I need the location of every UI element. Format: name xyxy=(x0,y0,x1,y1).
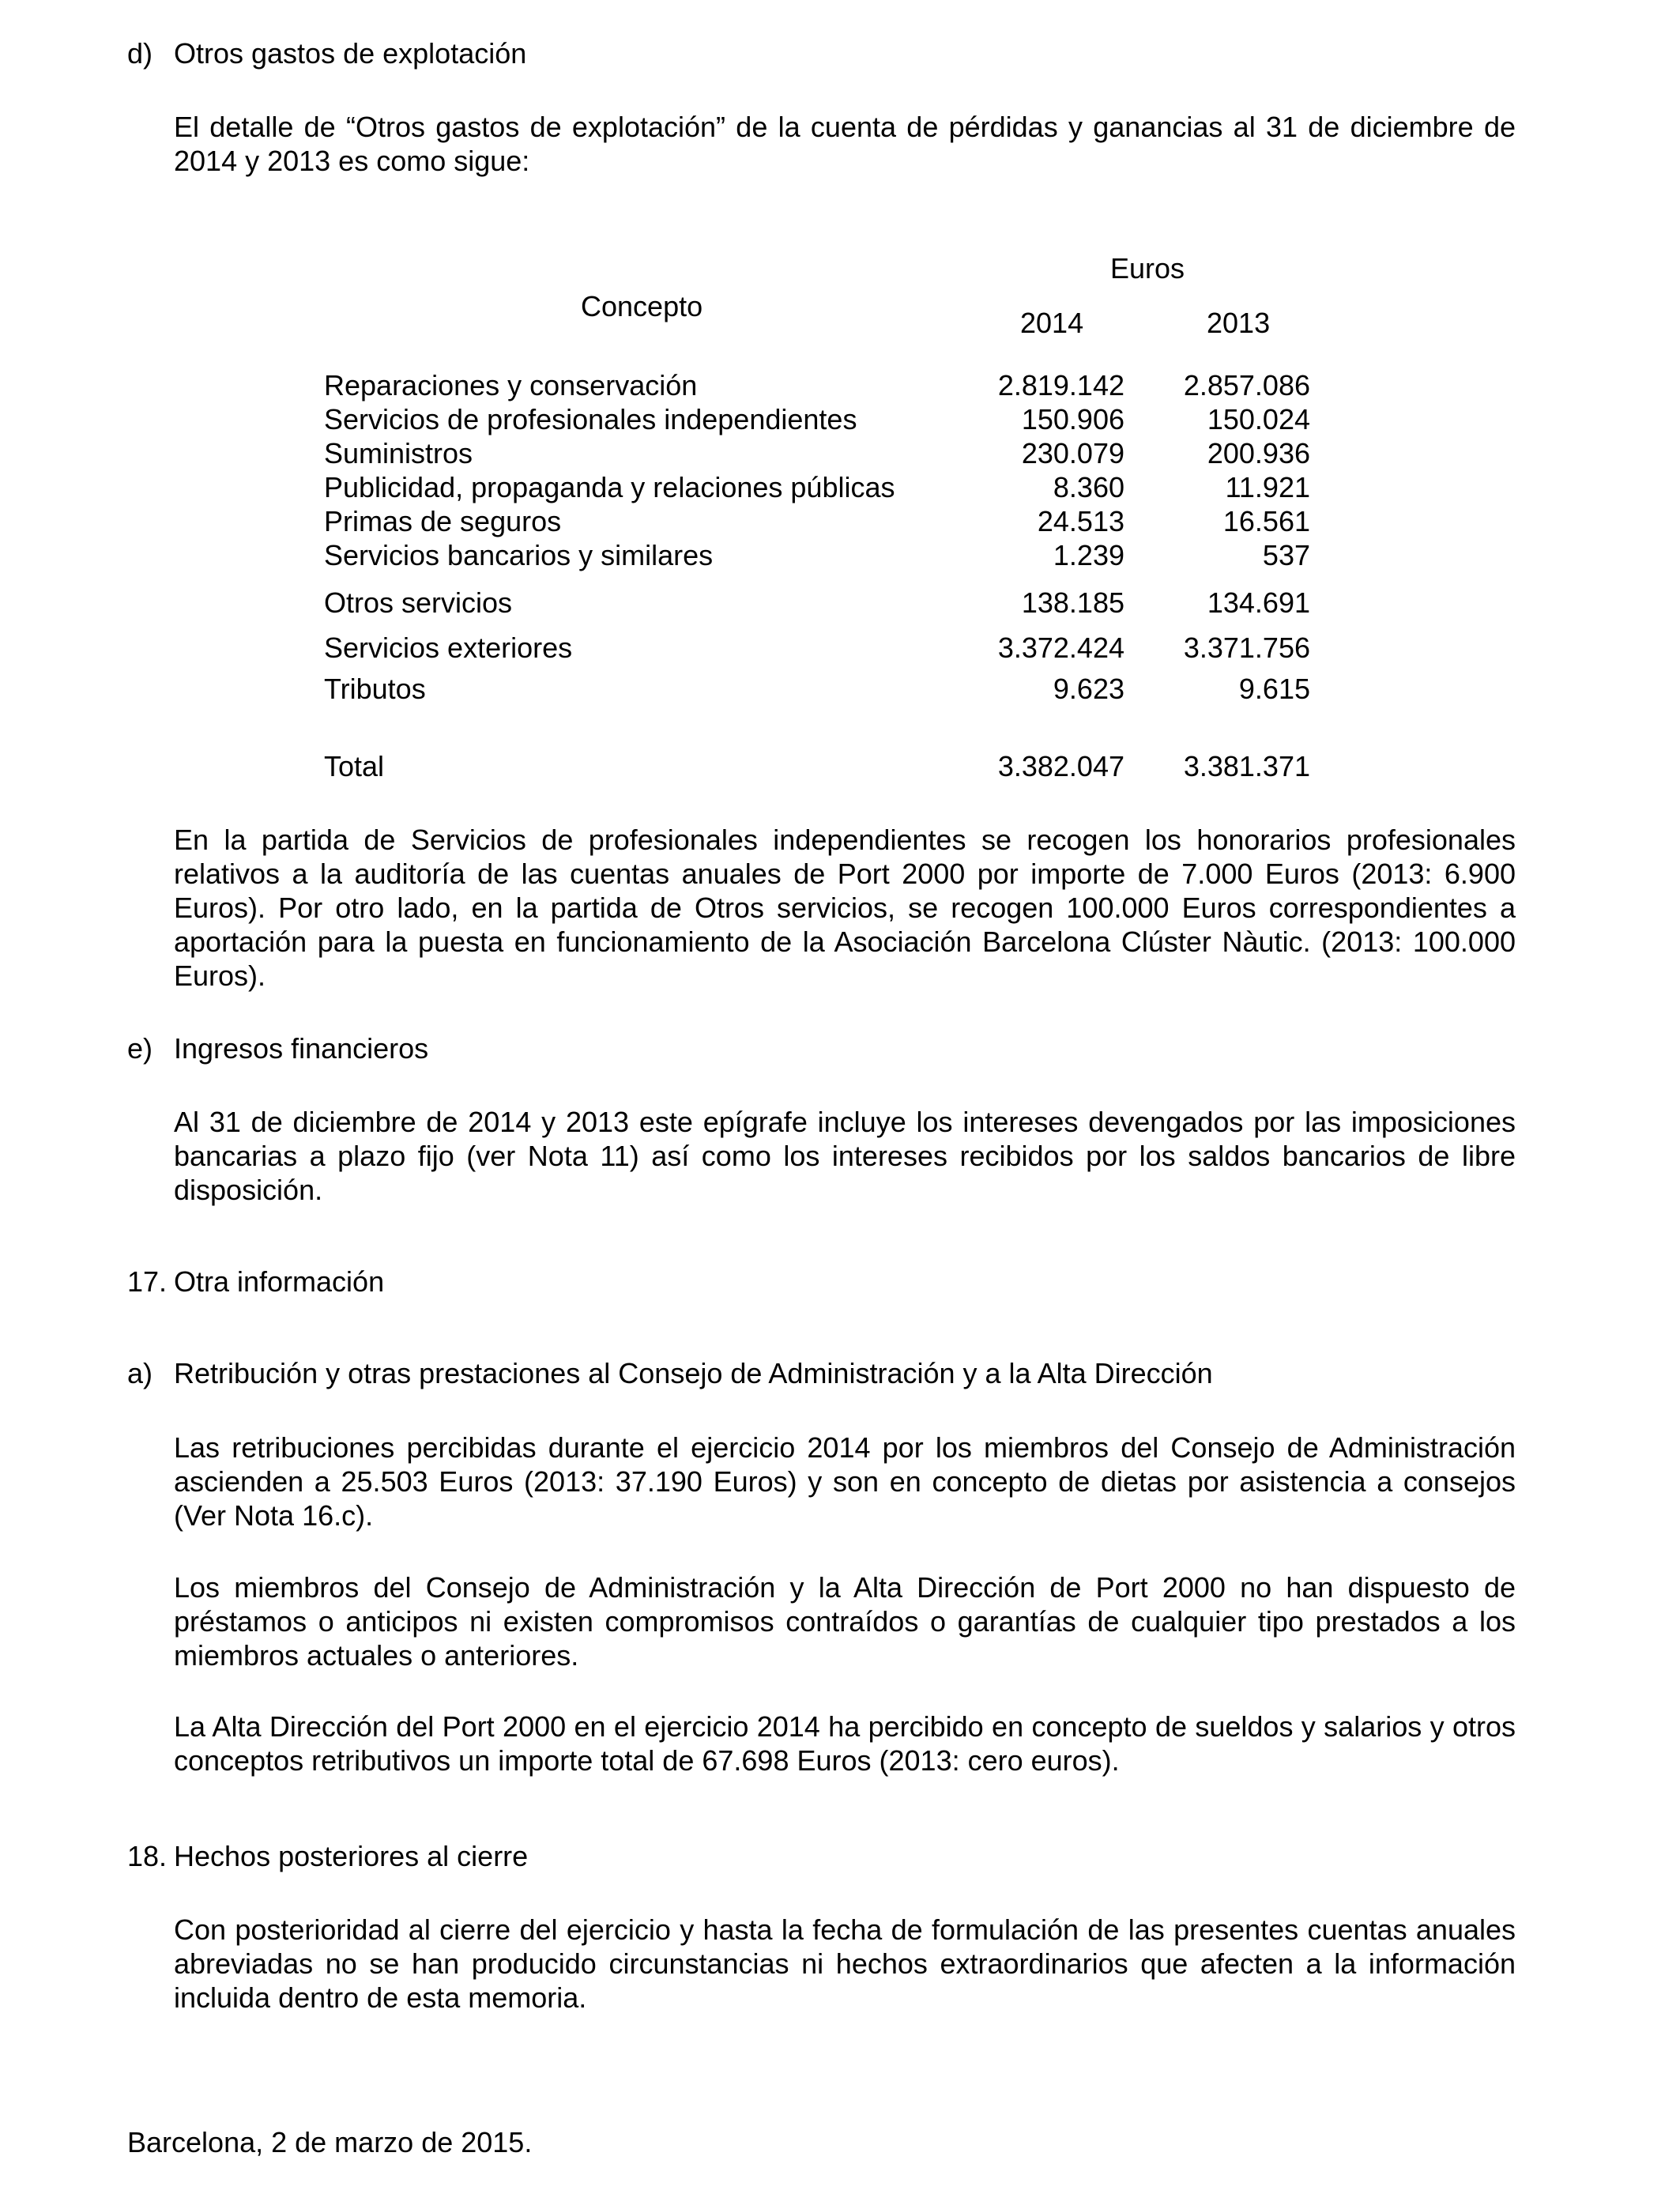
section-17-title: Otra información xyxy=(174,1265,385,1298)
table-cell-2014: 138.185 xyxy=(1021,586,1124,619)
section-a-paragraph-3: La Alta Dirección del Port 2000 en el ejercicio 2014 ha percibido en concepto de sueldos y salarios y otros conceptos retributivos un importe total de 67.698 Euros (2013: cero euros). xyxy=(174,1710,1516,1777)
table-row-label: Servicios bancarios y similares xyxy=(324,539,714,571)
table-cell-2013: 2.857.086 xyxy=(1183,369,1310,401)
section-e-paragraph: Al 31 de diciembre de 2014 y 2013 este epígrafe incluye los intereses devengados por las imposiciones bancarias a plazo fijo (ver Nota 11) así como los intereses recibidos por los saldos bancarios de libre disposición. xyxy=(174,1106,1516,1206)
table-cell-2013: 134.691 xyxy=(1207,586,1310,619)
section-a-paragraph-2: Los miembros del Consejo de Administración y la Alta Dirección de Port 2000 no han dispuesto de préstamos o anticipos ni existen compromisos contraídos o garantías de cualquier tipo prestados a los miembros actuales o anteriores. xyxy=(174,1571,1516,1672)
table-cell-2014: 9.623 xyxy=(1053,673,1124,705)
place-and-date: Barcelona, 2 de marzo de 2015. xyxy=(127,2126,533,2158)
table-row-label: Primas de seguros xyxy=(324,505,562,537)
section-e-marker: e) xyxy=(127,1032,153,1065)
table-header-year-2013: 2013 xyxy=(1207,307,1271,339)
table-cell-2013: 200.936 xyxy=(1207,437,1310,469)
section-d-marker: d) xyxy=(127,37,153,70)
section-17-number: 17. xyxy=(127,1265,168,1298)
section-18-title: Hechos posteriores al cierre xyxy=(174,1840,529,1872)
table-cell-2014: 2.819.142 xyxy=(997,369,1124,401)
table-row-label: Servicios exteriores xyxy=(324,631,573,664)
section-a-title: Retribución y otras prestaciones al Consejo de Administración y a la Alta Dirección xyxy=(174,1357,1213,1389)
table-total-2014: 3.382.047 xyxy=(997,750,1124,782)
table-total-2013: 3.381.371 xyxy=(1183,750,1310,782)
section-d-notes-paragraph: En la partida de Servicios de profesionales independientes se recogen los honorarios profesionales relativos a la auditoría de las cuentas anuales de Port 2000 por importe de 7.000 Euros (2013: 6.900 Euros). Por otro lado, en la partida de Otros servicios, se recogen 100.000 Euros correspondientes a aportación para la puesta en funcionamiento de la Asociación Barcelona Clúster Nàutic. (2013: 100.000 Euros). xyxy=(174,824,1516,992)
table-cell-2013: 11.921 xyxy=(1225,471,1310,503)
table-row-label: Servicios de profesionales independientes xyxy=(324,403,857,435)
table-header-currency: Euros xyxy=(1110,252,1185,285)
section-d-title: Otros gastos de explotación xyxy=(174,37,527,70)
table-cell-2014: 3.372.424 xyxy=(997,631,1124,664)
table-row-label: Publicidad, propaganda y relaciones públicas xyxy=(324,471,895,503)
table-row-label: Otros servicios xyxy=(324,586,513,619)
table-header-concept: Concepto xyxy=(581,290,703,322)
section-e-title: Ingresos financieros xyxy=(174,1032,429,1065)
table-cell-2013: 537 xyxy=(1262,539,1310,571)
section-18-number: 18. xyxy=(127,1840,168,1872)
table-cell-2014: 24.513 xyxy=(1037,505,1124,537)
table-cell-2013: 3.371.756 xyxy=(1183,631,1310,664)
section-18-paragraph: Con posterioridad al cierre del ejercicio y hasta la fecha de formulación de las presentes cuentas anuales abreviadas no se han producido circunstancias ni hechos extraordinarios que afecten a la información incluida dentro de esta memoria. xyxy=(174,1913,1516,2014)
table-header-year-2014: 2014 xyxy=(1020,307,1084,339)
table-row-label: Tributos xyxy=(324,673,426,705)
table-cell-2013: 9.615 xyxy=(1238,673,1310,705)
table-cell-2014: 230.079 xyxy=(1021,437,1124,469)
section-d-intro-paragraph: El detalle de “Otros gastos de explotación” de la cuenta de pérdidas y ganancias al 31 de diciembre de 2014 y 2013 es como sigue: xyxy=(174,111,1516,177)
table-row-label: Suministros xyxy=(324,437,473,469)
table-total-label: Total xyxy=(324,750,385,782)
table-cell-2014: 8.360 xyxy=(1053,471,1124,503)
table-cell-2014: 1.239 xyxy=(1053,539,1124,571)
section-a-paragraph-1: Las retribuciones percibidas durante el ejercicio 2014 por los miembros del Consejo de Administración ascienden a 25.503 Euros (2013: 37.190 Euros) y son en concepto de dietas por asistencia a consejos (Ver Nota 16.c). xyxy=(174,1431,1516,1532)
table-row-label: Reparaciones y conservación xyxy=(324,369,698,401)
table-cell-2014: 150.906 xyxy=(1021,403,1124,435)
section-a-marker: a) xyxy=(127,1357,153,1389)
table-cell-2013: 150.024 xyxy=(1207,403,1310,435)
table-cell-2013: 16.561 xyxy=(1222,505,1310,537)
